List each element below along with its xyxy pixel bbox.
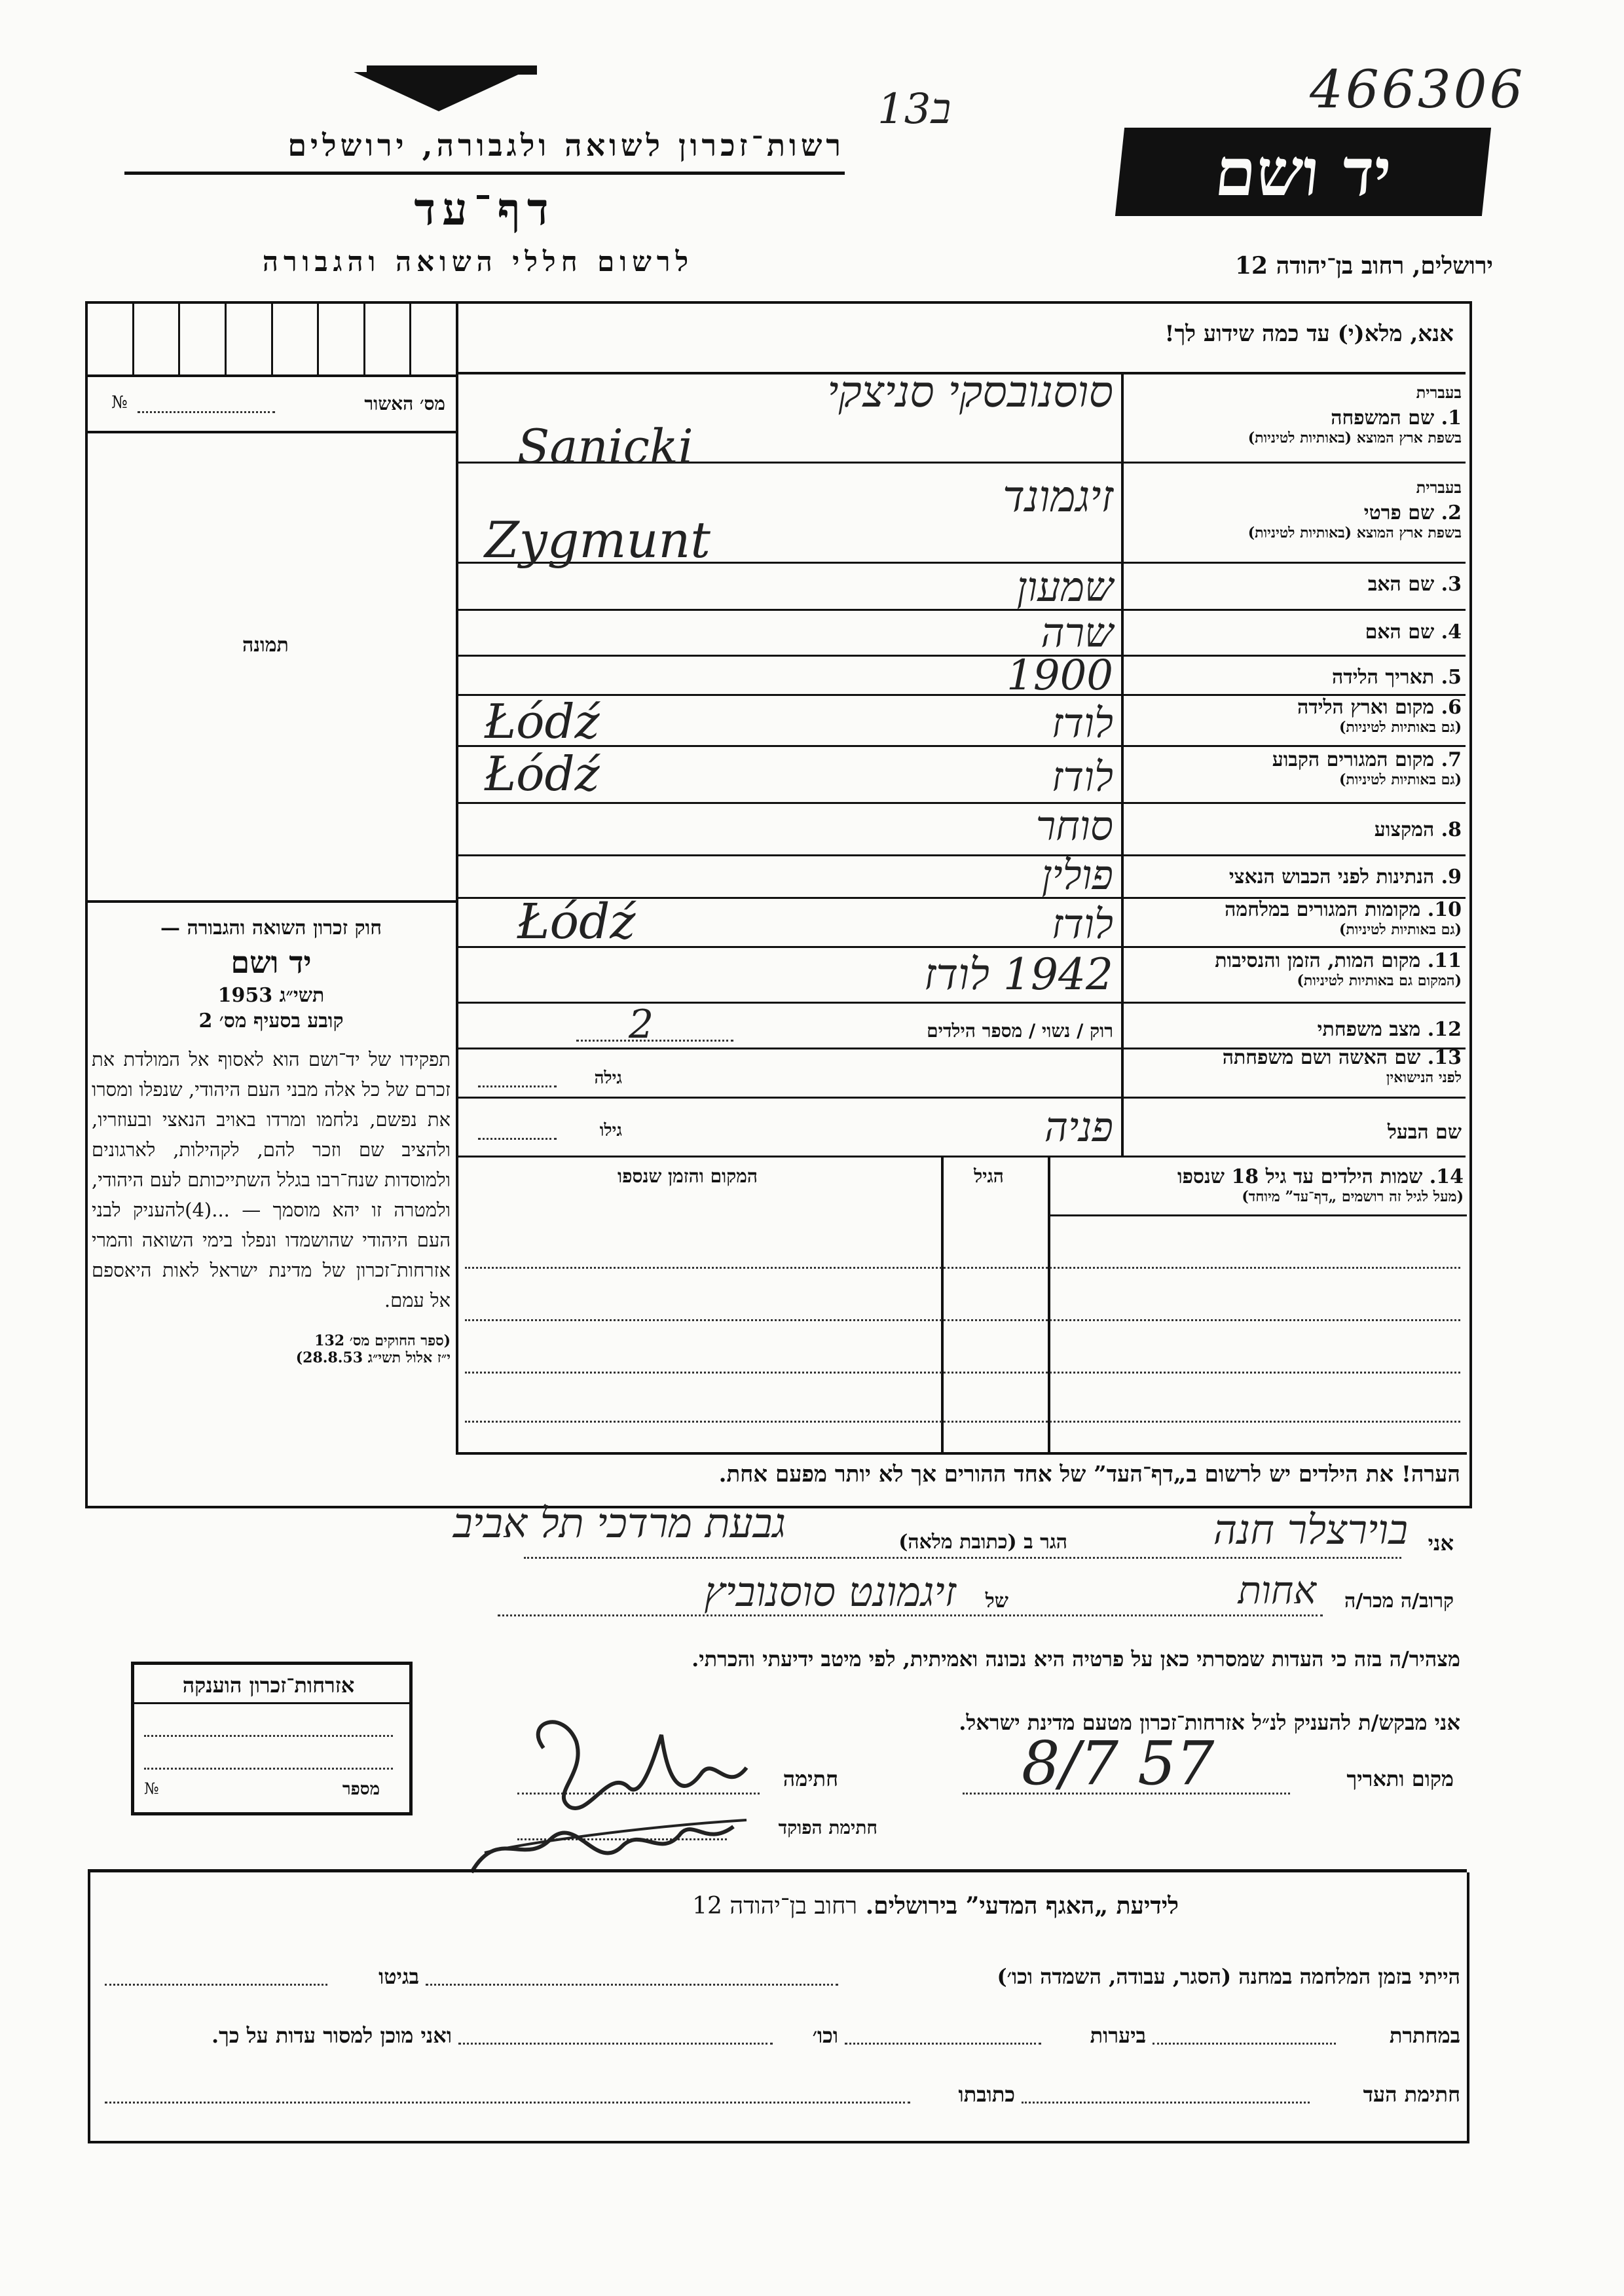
decl-line-1 [524,1557,1401,1559]
citizenship-title-rule [134,1702,409,1704]
husband-age-label: גילו [599,1121,622,1140]
field-10-label: מקומות המגורים במלחמה [1225,898,1421,921]
top-pointer-mark [354,72,524,111]
field-5 [1128,666,1462,689]
stamp-number: 466306 [1310,59,1526,120]
form-title: דף־עד [414,183,555,236]
law-source-date: י״ז אלול תשי״ג 28.8.53) [295,1349,451,1366]
bottom-title-text: לידיעת „האגף המדעי” בירושלים. [865,1892,1179,1920]
citizenship-number-label: מספר [342,1779,380,1799]
law-text: תפקידו של יד־ושם הוא לאסוף אל המולדת את זכרם של כל אלה מבני העם היהודי, שנפלו ומסרו את נפשם, נלחמו ומרדו באויב הנאצי ובעוזריו, ולהציב שם וזכר להם, לקהילות, לארגונים ולמוסדות שנח־רבו בגלל השתייכותם לעם היהודי, ולמטרה זו יהא מוסמך — ...(4)להעניק לבני העם היהודי שהושמדו ונפלו בימי השואה והמרי אזרחות־זכרון של מדינת ישראל לאות היאספם אל עמם. [92,1048,451,1311]
law-year: 1953 [217,984,273,1007]
approval-rule [88,431,457,433]
law-block [92,917,451,1366]
decl-address: גבעת מרדכי תל אביב [452,1499,786,1547]
value-mother: שרה [1041,609,1113,657]
children-count-line [576,1040,733,1042]
decl-i-label: אני [1428,1531,1454,1556]
value-wartime-residence-he: לודז [1051,900,1113,948]
law-year-heb: תשי״ג [279,984,325,1007]
children-bottom-rule [457,1452,1467,1455]
children-sub: (מעל לגיל זה רושמים „דף־עד” מיוחד) [1242,1188,1464,1205]
top-pointer-bar [367,65,537,75]
bottom-line-1-end: בגיטו [378,1964,419,1989]
field-10 [1128,898,1462,938]
note-text: הערה! את הילדים יש לרשום ב„דף־העד” של אחד ההורים אך לא יותר מפעם אחת. [718,1461,1460,1487]
bottom-address: רחוב בן־יהודה 12 [692,1893,858,1920]
field-11-label: מקום המות, הזמן והנסיבות [1215,949,1421,972]
bottom-line-2-a: במחתרת [1389,2023,1460,2048]
value-birthplace-he: לודז [1051,699,1113,747]
field-2-num: 2. [1441,501,1462,524]
decl-signer-name: בוירצלר חנה [1213,1506,1408,1554]
left-column-divider [456,302,458,1455]
husband-label: שם הבעל [1387,1121,1462,1144]
value-father: שמעון [1016,563,1113,611]
field-4-num: 4. [1441,621,1462,644]
law-title: חוק זכרון השואה והגבורה — [160,917,382,939]
decl-date-line [963,1793,1290,1795]
children-col-place: המקום והזמן שנספו [618,1165,758,1187]
field-2-sub-hebrew: בעברית [1416,478,1462,497]
field-12 [1128,1018,1462,1041]
decl-of-label: של [985,1590,1008,1613]
field-8 [1128,818,1462,841]
field-5-num: 5. [1441,666,1462,689]
approval-label: מס׳ האשור [364,393,445,414]
field-11-num: 11. [1427,949,1462,972]
id-digit-boxes [88,304,456,376]
value-birthplace-lat: Łódź [485,694,600,749]
field-8-num: 8. [1441,818,1462,841]
field-6-label: מקום וארץ הלידה [1297,696,1435,719]
field-1 [1128,383,1462,446]
value-residence-lat: Łódź [485,746,600,801]
header-rule [124,172,845,175]
value-surname-lat: Sanicki [517,419,693,474]
field-7-label: מקום המגורים הקבוע [1272,748,1435,771]
decl-of-name: זיגמונט סוסנוביץ [704,1568,956,1616]
signature-drawing [445,1696,786,1899]
field-13-label: שם האשה ושם משפחתה [1222,1046,1421,1069]
approval-number-line [138,411,275,413]
logo-text: יד ושם [1211,133,1395,211]
field-12-label: מצב משפחתי [1317,1018,1421,1041]
field-6 [1128,696,1462,736]
wife-age-line [478,1085,557,1087]
children-row-3 [465,1372,1460,1374]
value-citizenship: פולין [1041,851,1113,899]
bottom-line-3-a: חתימת העד [1363,2082,1460,2107]
field-11 [1128,949,1462,989]
row-13-rule [457,1097,1466,1099]
field-7 [1128,748,1462,788]
field-8-label: המקצוע [1374,818,1435,841]
bottom-line-1-start: הייתי בזמן המלחמה במחנה (הסגר, עבודה, השמדה וכו׳) [997,1964,1460,1989]
page-mark: 13ב [877,85,951,134]
field-12-num: 12. [1427,1018,1462,1041]
decl-relation: אחות [1238,1568,1316,1613]
bottom-line-2-b: ביערות [1090,2023,1146,2048]
children-row-2 [465,1319,1460,1321]
law-source: (ספר החוקים מס׳ 132 [314,1332,451,1349]
children-label: שמות הילדים עד גיל 18 שנספו [1177,1165,1423,1188]
field-3-label: שם האב [1367,573,1435,596]
label-column-divider [1121,373,1124,1156]
bottom-line-2-c: וכו׳ [812,2023,838,2048]
children-row-4 [465,1421,1460,1423]
children-header [1054,1165,1464,1205]
decl-line-2 [498,1614,1323,1616]
citizenship-line-2 [144,1768,393,1770]
husband-age-line [478,1138,557,1140]
value-wartime-residence-lat: Łódź [517,894,636,950]
law-clause: קובע בסעיף מס׳ 2 [198,1010,344,1032]
decl-signature-label: חתימה [783,1766,838,1791]
field-3-num: 3. [1441,573,1462,596]
value-death: 1942 לודז [923,949,1113,1000]
value-firstname-lat: Zygmunt [485,511,710,569]
intro-text: אנא, מלא(י) עד כמה שידוע לך! [1164,321,1454,347]
value-birthdate: 1900 [1006,651,1113,700]
children-col-divider-1 [1048,1156,1050,1453]
field-4-label: שם האם [1365,621,1435,644]
field-1-sub-latin: בשפת ארץ המוצא (באותיות לטיניות) [1247,429,1462,446]
row-14-rule [457,1156,1466,1157]
value-husband: פניה [1044,1103,1113,1151]
value-surname-he: סוסנובסקי סניצקי [827,367,1113,417]
children-col-divider-2 [941,1156,944,1453]
field-1-sub-hebrew: בעברית [1416,383,1462,402]
photo-rule [88,900,457,903]
decl-official-sig-label: חתימת הפוקד [778,1817,877,1838]
children-row-1 [465,1267,1460,1269]
photo-label: תמונה [242,634,289,657]
marital-options: רוק / נשוי / מספר הילדים [927,1020,1113,1042]
bottom-line-3-b: כתובתו [958,2082,1015,2107]
value-firstname-he: זיגמונד [1002,471,1113,522]
bottom-frame-box [88,1872,1469,2143]
field-9-num: 9. [1441,866,1462,888]
yad-vashem-logo [1115,128,1491,216]
field-1-num: 1. [1441,407,1462,429]
id-boxes-bottom-rule [88,374,457,377]
field-6-sub: (גם באותיות לטיניות) [1338,719,1462,736]
law-name: יד ושם [231,945,312,980]
field-11-sub: (המקום גם באותיות לטיניות) [1297,972,1462,989]
field-2-sub-latin: בשפת ארץ המוצא (באותיות לטיניות) [1247,524,1462,541]
field-7-num: 7. [1441,748,1462,771]
field-9-label: הנתינות לפני הכבוש הנאצי [1228,866,1435,888]
children-num: 14. [1429,1165,1464,1188]
field-13-num: 13. [1427,1046,1462,1069]
children-col-age: הגיל [974,1165,1004,1187]
field-5-label: תאריך הלידה [1332,666,1435,689]
field-10-num: 10. [1427,898,1462,921]
field-2 [1128,478,1462,541]
field-6-num: 6. [1441,696,1462,719]
decl-place-date-label: מקום ותאריך [1346,1766,1454,1791]
field-4 [1128,621,1462,644]
approval-no-mark: № [111,393,128,412]
decl-request: אני מבקש/ת להעניק לנ״ל אזרחות־זכרון מטעם מדינת ישראל. [959,1710,1460,1735]
citizenship-title: אזרחות־זכרון הוענקה [182,1673,355,1698]
field-9 [1128,866,1462,888]
field-10-sub: (גם באותיות לטיניות) [1338,921,1462,938]
decl-resides-label: הגר ב (כתובת מלאה) [898,1531,1067,1554]
form-subtitle: לרשום חללי השואה והגבורה [262,246,694,278]
decl-date-value: 8/7 57 [1022,1728,1215,1798]
value-residence-he: לודז [1051,753,1113,801]
field-7-sub: (גם באותיות לטיניות) [1338,771,1462,788]
field-13-sub: לפני הנישואין [1386,1069,1462,1086]
value-occupation: סוחר [1035,802,1113,850]
field-3 [1128,573,1462,596]
field-13 [1128,1046,1462,1086]
value-children-count: 2 [629,1002,654,1048]
row-11-rule [457,1002,1466,1004]
field-1-label: שם המשפחה [1331,407,1435,429]
citizenship-line-1 [144,1735,393,1737]
citizenship-no-mark: № [144,1779,159,1798]
decl-statement: מצהיר/ה בזה כי העדות שמסרתי כאן על פרטיה היא נכונה ואמיתית, לפי מיטב ידיעתי והכרתי. [692,1647,1460,1671]
field-2-label: שם פרטי [1363,501,1435,524]
org-name: רשות־זכרון לשואה ולגבורה, ירושלים [287,128,845,163]
wife-age-label: גילה [594,1068,622,1088]
decl-relative-label: קרוב/ה מכר/ה [1344,1590,1454,1613]
bottom-line-2-end: ואני מוכן למסור עדות על כך. [211,2023,452,2048]
children-header-rule [1048,1214,1467,1216]
address-header: ירושלים, רחוב בן־יהודה 12 [1234,252,1493,280]
